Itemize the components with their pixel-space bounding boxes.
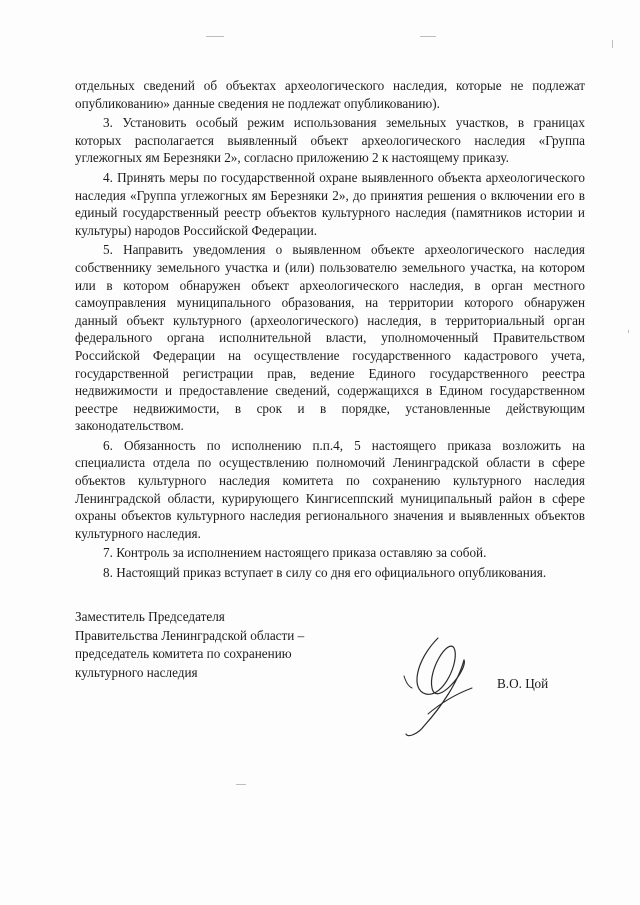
scan-artifact: [628, 330, 629, 333]
signatory-title-line: культурного наследия: [75, 664, 198, 680]
paragraph-item-5: 5. Направить уведомления о выявленном объекте археологического наследия собственнику земельного участка и (или) пользователю земельного участка, на котором или в котором обнаружен объект археологического наследия, в орган местного самоуправления муниципального образования, на территории которого обнаружен данный объект культурного (археологического) наследия, в территориальный орган федерального органа исполнительной власти, уполномоченный Правительством Российской Федерации на осуществление государственного кадастрового учета, государственной регистрации прав, ведение Единого государственного реестра недвижимости и предоставление сведений, содержащихся в Едином государственном реестре недвижимости, в срок и в порядке, установленные действующим законодательством.: [75, 242, 585, 434]
signatory-title-line: председатель комитета по сохранению: [75, 646, 292, 661]
signatory-title-line: Заместитель Председателя: [75, 609, 225, 624]
paragraph-item-4: 4. Принять меры по государственной охране выявленного объекта археологического наследия «Группа углежогных ям Березняки 2», до принятия решения о включении его в единый государственный реестр объектов культурного наследия (памятников истории и культуры) народов Российской Федерации.: [75, 169, 585, 238]
scan-artifact: [236, 784, 246, 785]
scan-artifact: [612, 40, 613, 48]
paragraph-item-8: 8. Настоящий приказ вступает в силу со дня его официального опубликования.: [103, 565, 547, 581]
paragraph-item-7: 7. Контроль за исполнением настоящего приказа оставляю за собой.: [103, 545, 487, 561]
scan-artifact: [420, 36, 436, 37]
signatory-title-line: Правительства Ленинградской области –: [75, 627, 305, 643]
signatory-name: В.О. Цой: [497, 676, 549, 691]
document-body: [75, 77, 585, 582]
signatory-title: [75, 608, 375, 682]
paragraph-item-3: 3. Установить особый режим использования земельных участков, в границах которых располагается выявленный объект археологического наследия «Группа углежогных ям Березняки 2», согласно приложению 2 к настоящему приказу.: [75, 115, 585, 166]
handwritten-signature: [398, 630, 508, 740]
paragraph-continuation: отдельных сведений об объектах археологического наследия, которые не подлежат опубликованию» данные сведения не подлежат опубликованию).: [75, 78, 585, 111]
paragraph-item-6: 6. Обязанность по исполнению п.п.4, 5 настоящего приказа возложить на специалиста отдела по осуществлению полномочий Ленинградской области в сфере объектов культурного наследия комитета по сохранению культурного наследия Ленинградской области, курирующего Кингисеппский муниципальный район в сфере охраны объектов культурного наследия регионального значения и выявленных объектов культурного наследия.: [75, 437, 585, 541]
scan-artifact: [206, 36, 224, 37]
